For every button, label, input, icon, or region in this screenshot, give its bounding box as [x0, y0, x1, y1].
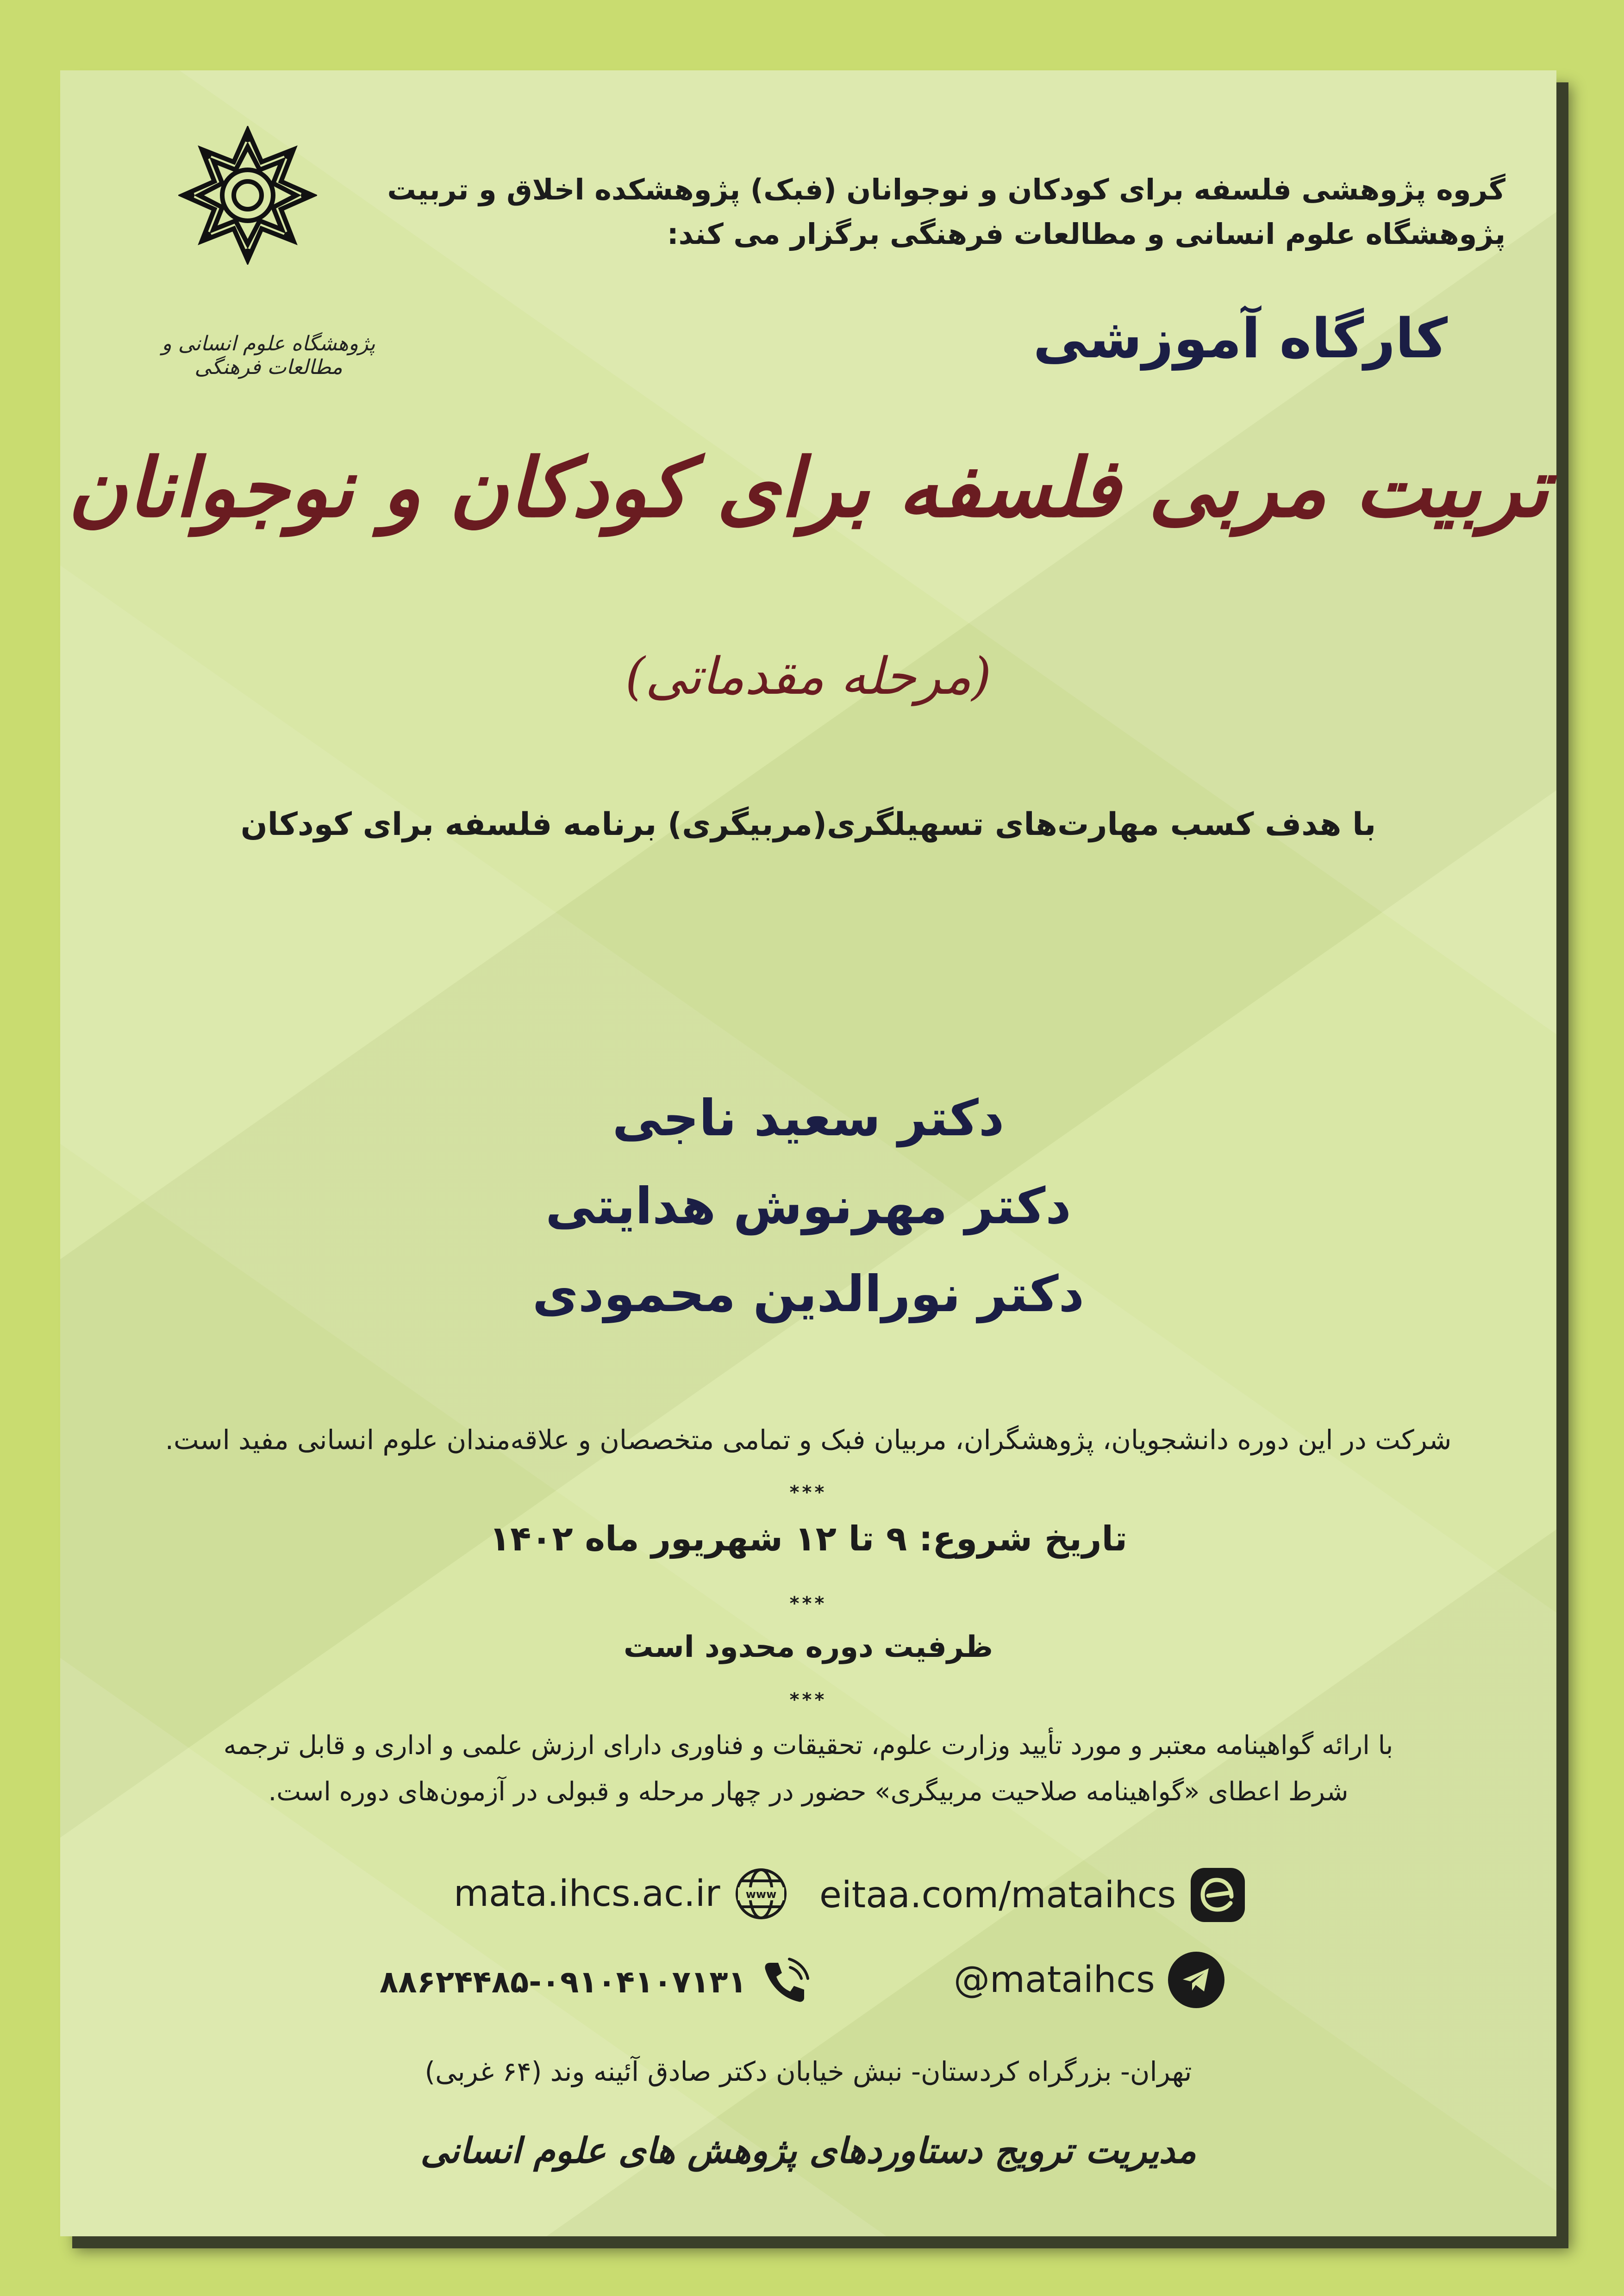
- telegram-handle[interactable]: @mataihcs: [954, 1959, 1155, 2001]
- institute-logo: [148, 126, 375, 404]
- workshop-label: کارگاه آموزشی: [1033, 306, 1448, 370]
- phone-contact: [380, 1956, 811, 2007]
- goal-statement: با هدف کسب مهارت‌های تسهیلگری(مربیگری) برنامه فلسفه برای کودکان: [240, 806, 1376, 843]
- address-text: تهران- بزرگراه کردستان- نبش خیابان دکتر صادق آئینه وند (۶۴ غربی): [425, 2056, 1192, 2087]
- certificate-line-1: با ارائه گواهینامه معتبر و مورد تأیید وزارت علوم، تحقیقات و فناوری دارای ارزش علمی و اداری و قابل ترجمه: [223, 1730, 1393, 1761]
- website-contact: [454, 1866, 789, 1922]
- phone-numbers[interactable]: ۸۸۶۲۴۴۸۵-۰۹۱۰۴۱۰۷۱۳۱: [380, 1964, 747, 2000]
- globe-www-icon: [733, 1866, 789, 1922]
- poster: [60, 70, 1556, 2236]
- instructor-name: دکتر سعید ناجی: [612, 1089, 1005, 1147]
- website-link[interactable]: mata.ihcs.ac.ir: [454, 1873, 720, 1915]
- eitaa-contact: [819, 1866, 1247, 1924]
- organizer-line-1: گروه پژوهشی فلسفه برای کودکان و نوجوانان (فبک) پژوهشکده اخلاق و تربیت: [387, 173, 1505, 206]
- certificate-line-2: شرط اعطای «گواهینامه صلاحیت مربیگری» حضور در چهار مرحله و قبولی در آزمون‌های دوره است.: [268, 1777, 1349, 1807]
- separator-stars: ***: [789, 1689, 827, 1711]
- organizer-line-2: پژوهشگاه علوم انسانی و مطالعات فرهنگی برگزار می کند:: [667, 217, 1505, 251]
- poster-title: تربیت مربی فلسفه برای کودکان و نوجوانان: [68, 441, 1549, 535]
- telegram-contact: [954, 1952, 1224, 2008]
- star-rosette-logo-icon: [178, 126, 317, 265]
- separator-stars: ***: [789, 1593, 827, 1614]
- organizer-header: [348, 168, 1505, 256]
- telegram-icon: [1168, 1952, 1224, 2008]
- logo-org-name: پژوهشگاه علوم انسانی و مطالعات فرهنگی: [162, 332, 375, 379]
- poster-subtitle: (مرحله مقدماتی): [625, 647, 992, 706]
- certificate-info: [134, 1723, 1482, 1815]
- separator-stars: ***: [789, 1482, 827, 1503]
- phone-icon: [760, 1956, 811, 2007]
- start-date: تاریخ شروع: ۹ تا ۱۲ شهریور ماه ۱۴۰۲: [489, 1519, 1128, 1559]
- eitaa-link[interactable]: eitaa.com/mataihcs: [819, 1874, 1176, 1916]
- participants-text: شرکت در این دوره دانشجویان، پژوهشگران، مربیان فبک و تمامی متخصصان و علاقه‌مندان علوم انسانی مفید است.: [165, 1424, 1452, 1456]
- instructor-name: دکتر نورالدین محمودی: [532, 1265, 1085, 1323]
- footer-department: مدیریت ترویج دستاوردهای پژوهش های علوم انسانی: [420, 2130, 1196, 2171]
- instructor-name: دکتر مهرنوش هدایتی: [545, 1177, 1071, 1235]
- capacity-notice: ظرفیت دوره محدود است: [624, 1630, 993, 1664]
- instructors-list: [60, 1075, 1556, 1338]
- eitaa-icon: [1189, 1866, 1247, 1924]
- svg-text:www: www: [745, 1888, 776, 1901]
